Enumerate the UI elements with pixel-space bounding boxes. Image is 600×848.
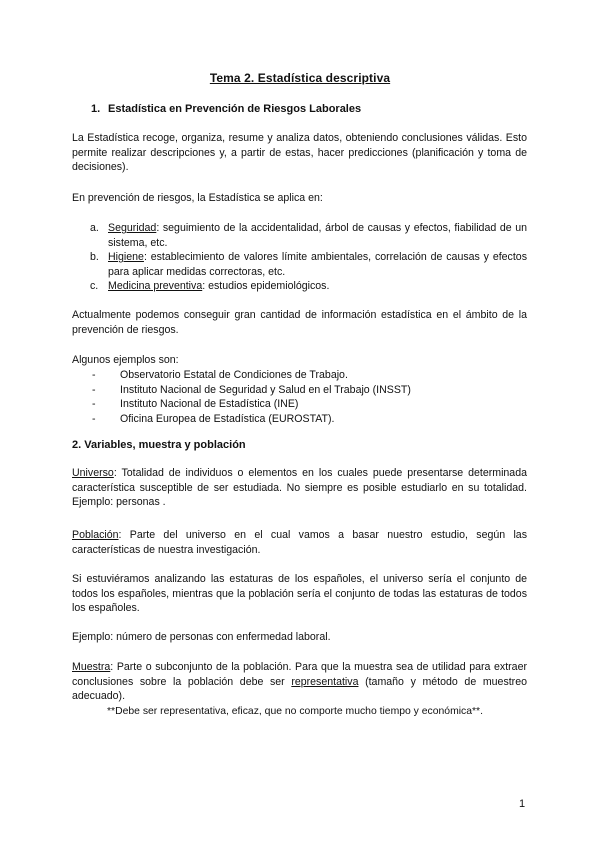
- term-muestra: Muestra: [72, 661, 111, 673]
- page-title: Tema 2. Estadística descriptiva: [209, 71, 391, 85]
- muestra-paragraph: [72, 660, 527, 704]
- term-higiene: Higiene: [108, 251, 144, 264]
- area-text: : establecimiento de valores límite ambientales, correlación de causas y efectos para aplicar medidas correctoras, etc.: [108, 251, 527, 278]
- applies-paragraph: En prevención de riesgos, la Estadística se aplica en:: [72, 192, 323, 204]
- list-item: [72, 383, 527, 398]
- page-number: 1: [519, 798, 526, 810]
- muestra-text-b: (tamaño y método de muestreo adecuado).: [72, 675, 527, 703]
- examples-list: [72, 368, 527, 426]
- actual-paragraph: Actualmente podemos conseguir gran cantidad de información estadística en el ámbito de la prevención de riesgos.: [72, 309, 527, 336]
- example-text: Observatorio Estatal de Condiciones de Trabajo.: [120, 369, 348, 381]
- section1-heading-text: Estadística en Prevención de Riesgos Laborales: [108, 103, 362, 115]
- section2-heading: 2. Variables, muestra y población: [72, 439, 246, 451]
- poblacion-text: : Parte del universo en el cual vamos a basar nuestro estudio, según las características de nuestra investigación.: [72, 529, 527, 556]
- section1-number: 1.: [91, 103, 101, 115]
- term-seguridad: Seguridad: [108, 222, 157, 234]
- list-item: [72, 279, 527, 294]
- area-text: : estudios epidemiológicos.: [202, 280, 330, 293]
- universo-text: : Totalidad de individuos o elementos en los cuales puede presentarse determinada característica susceptible de ser estudiada. No siempre es posible estudiarlo en su totalidad. Ejemplo: personas .: [72, 467, 527, 509]
- estaturas-paragraph: Si estuviéramos analizando las estaturas de los españoles, el universo sería el conjunto de todos los españoles, mientras que la población sería el conjunto de todas las estaturas de todos los españoles.: [72, 573, 527, 615]
- ejemplo-paragraph: Ejemplo: número de personas con enfermedad laboral.: [72, 631, 331, 643]
- list-item: [72, 250, 527, 279]
- areas-list: [72, 221, 527, 294]
- term-universo: Universo: [72, 467, 114, 479]
- area-text: : seguimiento de la accidentalidad, árbol de causas y efectos, fiabilidad de un sistema, etc.: [108, 222, 527, 249]
- list-marker: a.: [90, 222, 99, 234]
- list-marker: b.: [90, 251, 99, 264]
- muestra-text-a: : Parte o subconjunto de la población. Para que la muestra sea de utilidad para extraer conclusiones sobre la población debe ser: [72, 661, 527, 688]
- list-marker: -: [92, 383, 96, 396]
- example-text: Instituto Nacional de Estadística (INE): [120, 398, 299, 411]
- poblacion-paragraph: [72, 528, 527, 557]
- term-medicina-preventiva: Medicina preventiva: [108, 280, 203, 293]
- example-text: Oficina Europea de Estadística (EUROSTAT).: [120, 412, 335, 425]
- example-text: Instituto Nacional de Seguridad y Salud en el Trabajo (INSST): [120, 383, 411, 396]
- list-item: [72, 368, 527, 383]
- term-poblacion: Población: [72, 529, 119, 541]
- list-marker: -: [92, 412, 96, 425]
- list-marker: c.: [90, 280, 99, 293]
- list-item: [72, 397, 527, 412]
- term-representativa: representativa: [291, 675, 359, 688]
- examples-intro: Algunos ejemplos son:: [72, 354, 179, 366]
- note-text: **Debe ser representativa, eficaz, que no comporte mucho tiempo y económica**.: [107, 706, 483, 717]
- section1-heading: [91, 102, 361, 117]
- intro-paragraph: La Estadística recoge, organiza, resume y analiza datos, obteniendo conclusiones válidas. Esto permite realizar descripciones y, a partir de estas, hacer predicciones (planificación y toma de decisiones).: [72, 132, 527, 174]
- universo-paragraph: [72, 466, 527, 510]
- list-item: [72, 221, 527, 250]
- list-marker: -: [92, 398, 96, 411]
- list-item: [72, 412, 527, 427]
- list-marker: -: [92, 369, 96, 381]
